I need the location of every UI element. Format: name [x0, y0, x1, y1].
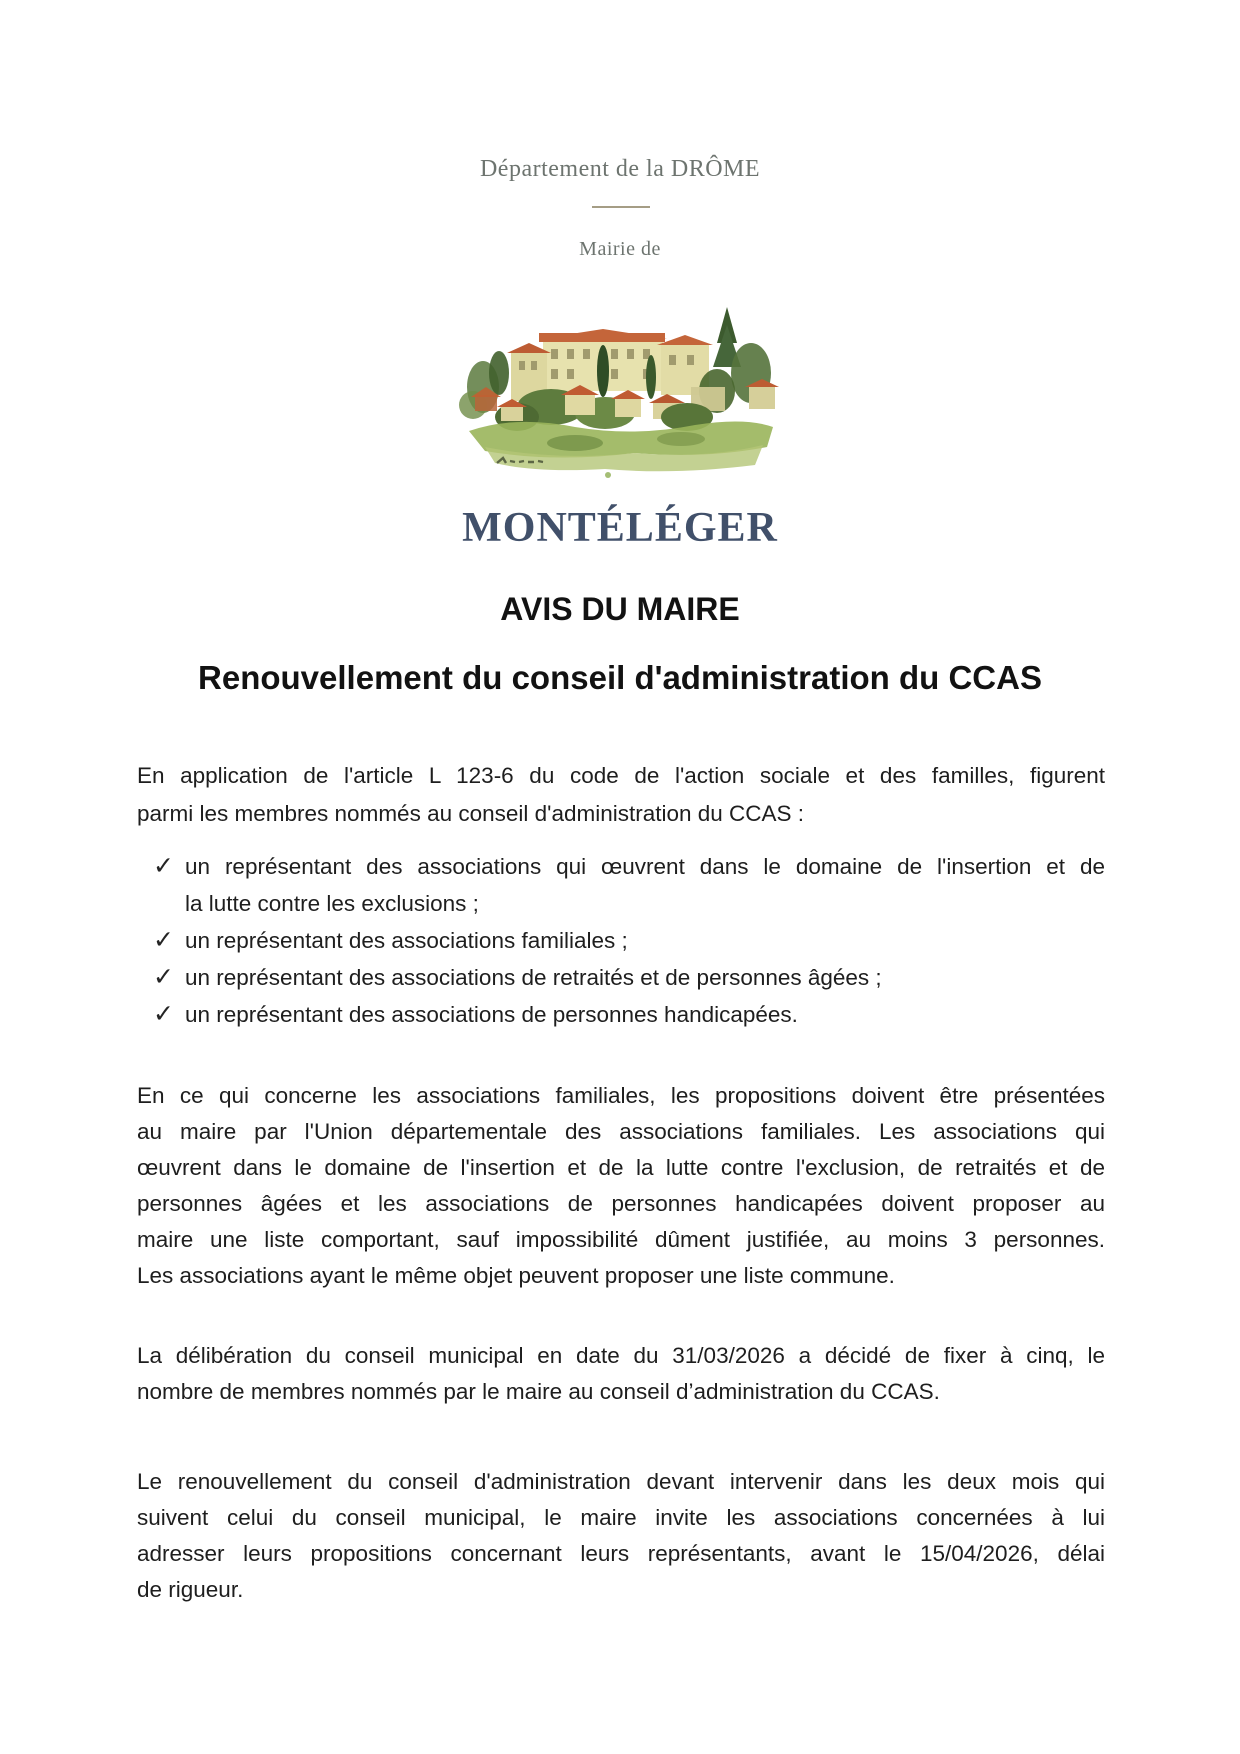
checkmark-icon: ✓ — [153, 926, 174, 954]
associations-paragraph: En ce qui concerne les associations familiales, les propositions doivent être présentées au maire par l'Union départementale des associations familiales. Les associations qui œuvrent dans le domaine de l'insertion et de la lutte contre l'exclusion, de retraités et de personnes âgées et les associations de personnes handicapées doivent proposer au maire une liste comportant, sauf impossibilité dûment justifiée, au moins 3 personnes. Les associations ayant le même objet peuvent proposer une liste commune. — [137, 1083, 1105, 1288]
list-item-text: un représentant des associations familiales ; — [185, 928, 628, 953]
list-item — [137, 996, 1105, 1033]
checkmark-icon: ✓ — [153, 852, 174, 880]
commune-name: MONTÉLÉGER — [462, 505, 778, 551]
list-item — [137, 848, 1105, 922]
representatives-list — [137, 848, 1105, 1033]
list-item-text: un représentant des associations de personnes handicapées. — [185, 1002, 798, 1027]
checkmark-icon: ✓ — [153, 1000, 174, 1028]
renouvellement-paragraph: Le renouvellement du conseil d'administration devant intervenir dans les deux mois qui suivent celui du conseil municipal, le maire invite les associations concernées à lui adresser leurs propositions concernant leurs représentants, avant le 15/04/2026, délai de rigueur. — [137, 1469, 1105, 1602]
checkmark-icon: ✓ — [153, 963, 174, 991]
list-item — [137, 922, 1105, 959]
list-item-text: un représentant des associations qui œuvrent dans le domaine de l'insertion et de la lutte contre les exclusions ; — [185, 854, 1105, 916]
notice-title: AVIS DU MAIRE — [500, 591, 740, 627]
letterhead-divider — [592, 206, 650, 208]
list-item-text: un représentant des associations de retraités et de personnes âgées ; — [185, 965, 882, 990]
department-heading: Département de la DRÔME — [479, 156, 761, 182]
village-chateau-watercolor-icon — [455, 295, 785, 480]
notice-subject-title: Renouvellement du conseil d'administration du CCAS — [198, 659, 1042, 696]
deliberation-paragraph: La délibération du conseil municipal en date du 31/03/2026 a décidé de fixer à cinq, le nombre de membres nommés par le maire au conseil d’administration du CCAS. — [137, 1343, 1105, 1404]
intro-paragraph: En application de l'article L 123-6 du code de l'action sociale et des familles, figurent parmi les membres nommés au conseil d'administration du CCAS : — [137, 763, 1105, 826]
mairie-de-label: Mairie de — [579, 238, 661, 260]
list-item — [137, 959, 1105, 996]
